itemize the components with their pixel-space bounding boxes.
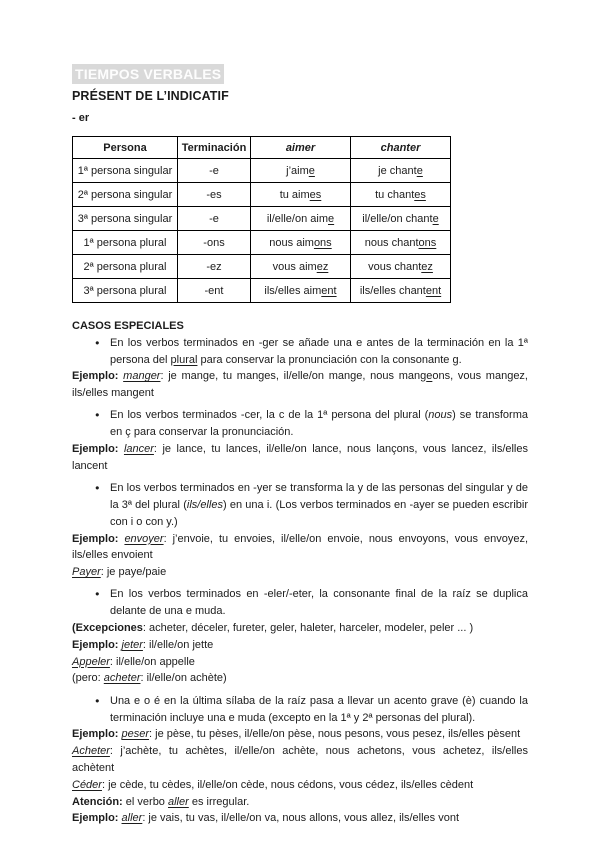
verb-name: aller: [167, 795, 189, 808]
verb-ending: ons: [418, 236, 437, 249]
text-segment: Una e o é en la última sílaba de la raíz pasa a llevar un acento grave (è) cuando la terminación incluye una e muda (excepto en la 1ª y 2ª personas del plural).: [110, 694, 528, 724]
bullet-text: [110, 480, 528, 530]
table-header-row: [73, 137, 451, 159]
example-line: [72, 670, 528, 687]
text-segment: En los verbos terminados en -yer se transforma la y de las personas del singular y de la 3ª del plural (: [110, 482, 528, 511]
verb-name: peser: [121, 728, 150, 741]
col-header-chanter: chanter: [351, 137, 451, 159]
bullet-item-cer: [95, 407, 528, 441]
bullet-text: [110, 693, 528, 727]
text-segment: : j’envoie, tu envoies, il/elle/on envoie, nous envoyons, vous envoyez, ils/elles envoient: [72, 532, 529, 562]
bullet-icon: ●: [95, 589, 100, 599]
bullet-item-yer: [95, 480, 528, 530]
verb-ending: ent: [425, 284, 442, 297]
verb-stem: vous chant: [368, 260, 422, 273]
cell-persona: 3ª persona singular: [73, 207, 178, 231]
text-segment: : il/elle/on achète): [140, 672, 227, 685]
cell-chanter: [351, 207, 451, 231]
col-header-terminacion: Terminación: [178, 137, 251, 159]
verb-ending: ent: [321, 284, 337, 297]
example-line: [72, 777, 528, 794]
exceptions-label: (Excepciones: [72, 622, 143, 635]
verb-stem: tu chant: [375, 188, 415, 201]
cell-aimer: [251, 183, 351, 207]
table-row: [73, 231, 451, 255]
bullet-text: [110, 407, 528, 441]
cell-ending: -e: [178, 159, 251, 183]
verb-stem: il/elle/on aim: [266, 212, 328, 225]
italic-segment: ils/elles: [186, 498, 223, 511]
verb-stem: je chant: [378, 164, 417, 177]
example-line: [72, 441, 528, 475]
example-label: Ejemplo:: [72, 638, 122, 651]
text-segment: En los verbos terminados en -eler/-eter, la consonante final de la raíz se duplica delante de una e muda.: [110, 588, 528, 618]
text-segment: ons, vous mangez, ils/elles mangent: [72, 370, 528, 400]
verb-ending: e: [432, 212, 439, 225]
text-segment: el verbo: [122, 795, 168, 808]
example-line: [72, 368, 528, 402]
text-segment: : il/elle/on jette: [142, 638, 214, 651]
text-segment: : il/elle/on appelle: [109, 655, 195, 668]
text-segment: : acheter, déceler, fureter, geler, haleter, harceler, modeler, peler ... ): [142, 622, 474, 635]
bullet-icon: ●: [95, 410, 100, 420]
cell-persona: 2ª persona singular: [73, 183, 178, 207]
verb-ending: ez: [316, 260, 329, 273]
exceptions-line: [72, 620, 528, 637]
example-label: Ejemplo:: [72, 443, 124, 456]
cell-aimer: [251, 255, 351, 279]
cell-persona: 1ª persona plural: [73, 231, 178, 255]
verb-stem: vous aim: [272, 260, 317, 273]
verb-ending: e: [328, 212, 335, 225]
example-label: Ejemplo:: [72, 532, 125, 545]
bullet-icon: ●: [95, 695, 100, 705]
verb-stem: nous chant: [364, 236, 419, 249]
text-segment: En los verbos terminados en -ger se añade una e antes de la terminación en la 1ª persona del: [110, 336, 528, 366]
bullet-text: [110, 335, 528, 369]
attention-label: Atención:: [72, 795, 123, 808]
verb-stem: tu aim: [279, 188, 310, 201]
cell-aimer: [251, 159, 351, 183]
col-header-aimer: aimer: [251, 137, 351, 159]
cell-ending: -es: [178, 183, 251, 207]
verb-stem: j’aim: [286, 164, 309, 177]
verb-name: Payer: [72, 566, 101, 579]
bullet-icon: ●: [95, 337, 100, 347]
text-segment: : je pèse, tu pèses, il/elle/on pèse, nous pesons, vous pesez, ils/elles pèsent: [149, 728, 521, 741]
text-segment: ) se transforma en ç para conservar la pronunciación.: [110, 409, 528, 439]
verb-name: aller: [121, 812, 143, 825]
verb-ending: e: [416, 164, 423, 177]
cell-chanter: [351, 183, 451, 207]
cell-ending: -ez: [178, 255, 251, 279]
cell-persona: 1ª persona singular: [73, 159, 178, 183]
cell-chanter: [351, 159, 451, 183]
text-segment: es irregular.: [188, 795, 250, 808]
text-segment: En los verbos terminados -cer, la c de la 1ª persona del plural (: [110, 409, 429, 422]
verb-stem: ils/elles chant: [359, 284, 426, 297]
cell-chanter: [351, 255, 451, 279]
table-row: [73, 159, 451, 183]
bullet-text: [110, 586, 528, 620]
verb-name: jeter: [121, 638, 143, 651]
example-line: [72, 531, 528, 565]
table-row: [73, 207, 451, 231]
section-title: PRÉSENT DE L’INDICATIF: [72, 89, 229, 103]
cell-aimer: [251, 231, 351, 255]
verb-name: manger: [123, 370, 161, 383]
verb-stem: il/elle/on chant: [362, 212, 433, 225]
text-segment: ) en una i. (Los verbos terminados en -ayer se pueden escribir con i o con y.): [110, 498, 528, 528]
bullet-item-accent: [95, 693, 528, 727]
italic-segment: nous: [428, 409, 453, 422]
verb-name: Appeler: [72, 655, 110, 668]
cell-persona: 3ª persona plural: [73, 279, 178, 303]
verb-name: envoyer: [124, 532, 164, 545]
doc-title: TIEMPOS VERBALES: [72, 64, 224, 84]
example-label: Ejemplo:: [72, 812, 122, 825]
verb-group-label: - er: [72, 112, 90, 124]
conjugation-table: [72, 136, 451, 303]
example-line: [72, 637, 528, 654]
cell-ending: -e: [178, 207, 251, 231]
cases-heading: CASOS ESPECIALES: [72, 320, 184, 332]
bullet-item-ger: [95, 335, 528, 369]
text-segment: : j’achète, tu achètes, il/elle/on achète, nous achetons, vous achetez, ils/elles achètent: [72, 745, 528, 774]
text-segment: : je lance, tu lances, il/elle/on lance, nous lançons, vous lancez, ils/elles lancent: [72, 443, 528, 472]
cell-chanter: [351, 231, 451, 255]
text-segment: para conservar la pronunciación con la consonante g.: [197, 353, 462, 366]
cell-ending: -ent: [178, 279, 251, 303]
underlined-segment: plural: [170, 353, 198, 366]
cell-aimer: [251, 279, 351, 303]
bullet-icon: ●: [95, 483, 100, 493]
cell-ending: -ons: [178, 231, 251, 255]
verb-ending: es: [414, 188, 426, 201]
underlined-segment: e: [426, 370, 433, 383]
verb-ending: e: [308, 164, 315, 177]
text-segment: : je vais, tu vas, il/elle/on va, nous allons, vous allez, ils/elles vont: [142, 812, 460, 825]
example-line: [72, 726, 528, 743]
verb-name: lancer: [123, 443, 154, 456]
example-label: Ejemplo:: [72, 728, 122, 741]
verb-ending: ons: [313, 236, 332, 249]
cell-persona: 2ª persona plural: [73, 255, 178, 279]
verb-stem: ils/elles aim: [264, 284, 322, 297]
table-row: [73, 255, 451, 279]
example-line: [72, 654, 528, 671]
verb-name: Acheter: [72, 745, 110, 758]
table-row: [73, 183, 451, 207]
example-label: Ejemplo:: [72, 370, 124, 383]
text-segment: : je mange, tu manges, il/elle/on mange, nous mang: [160, 370, 427, 383]
verb-stem: nous aim: [269, 236, 314, 249]
table-row: [73, 279, 451, 303]
cell-aimer: [251, 207, 351, 231]
cell-chanter: [351, 279, 451, 303]
text-segment: : je cède, tu cèdes, il/elle/on cède, nous cédons, vous cédez, ils/elles cèdent: [101, 778, 474, 791]
example-line: [72, 564, 528, 581]
text-segment: : je paye/paie: [100, 566, 167, 579]
verb-ending: ez: [421, 260, 433, 273]
attention-line: [72, 794, 528, 811]
text-segment: (pero:: [72, 672, 104, 685]
verb-ending: es: [309, 188, 322, 201]
example-line: [72, 743, 528, 777]
bullet-item-eler-eter: [95, 586, 528, 620]
verb-name: Céder: [72, 778, 102, 791]
example-line: [72, 810, 528, 827]
col-header-persona: Persona: [73, 137, 178, 159]
verb-name: acheter: [103, 672, 141, 685]
